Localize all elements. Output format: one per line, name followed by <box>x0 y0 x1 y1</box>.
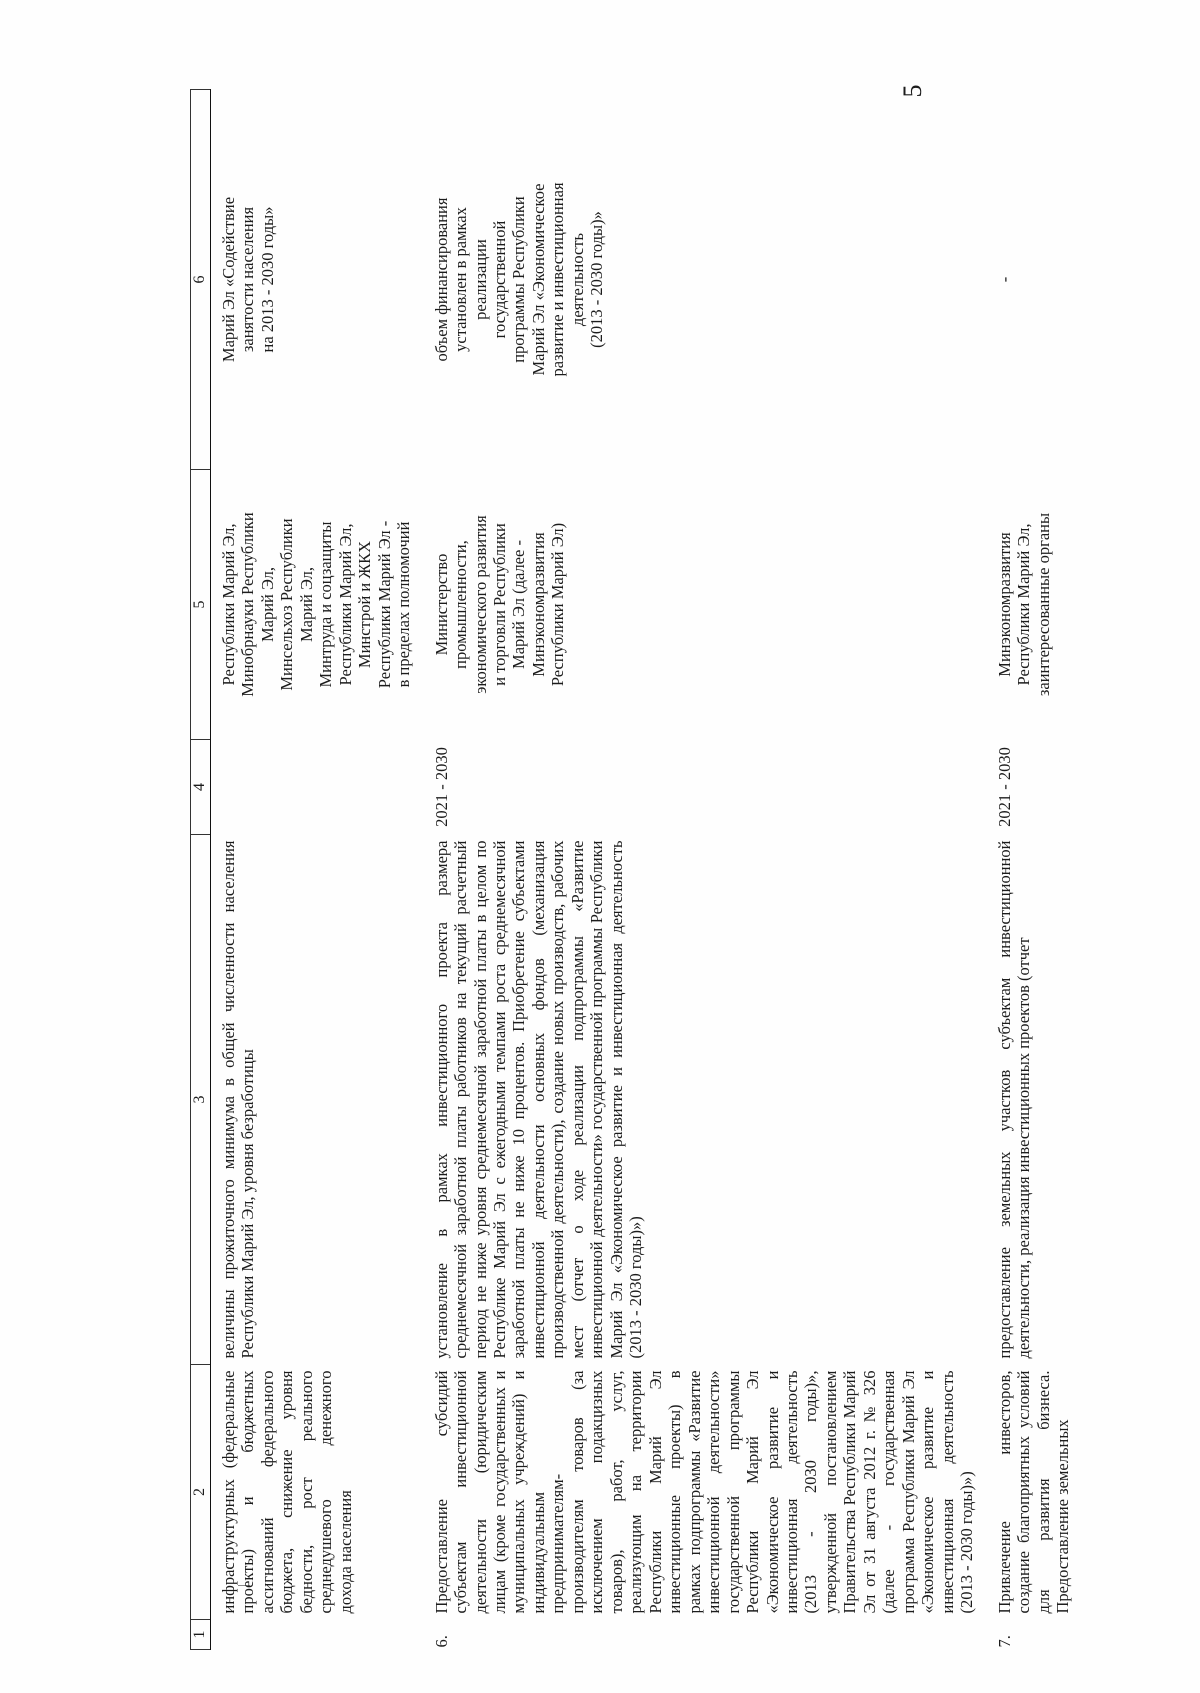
table-header-row <box>191 90 211 1650</box>
executor-line: Республики Марий Эл, <box>1014 523 1034 686</box>
rotated-table-wrapper <box>190 90 1200 1650</box>
executor-line: заинтересованные органы <box>1033 512 1053 697</box>
executor-line: Минэкономразвития <box>994 532 1014 677</box>
executor-line: Минсельхоз Республики <box>277 518 297 691</box>
responsible-executors <box>210 470 423 740</box>
measure-description: инфраструктурных (федеральные проекты) и бюджетных ассигнований федерального бюджета, снижение уровня бедности, рост реального среднедушевого денежного дохода населения <box>218 1370 355 1614</box>
funding-line: объем финансирования <box>431 197 451 362</box>
executor-line: и торговли Республики <box>489 523 509 686</box>
executor-line: Республики Марий Эл) <box>548 522 568 687</box>
executor-line: Минстрой и ЖКХ <box>355 540 375 669</box>
funding-line: занятости населения <box>238 206 258 353</box>
funding-line: Марий Эл «Содействие <box>218 196 238 363</box>
funding-source <box>424 90 987 470</box>
funding-line: на 2013 - 2030 годы» <box>257 206 277 353</box>
table-row <box>210 90 423 1650</box>
responsible-executors <box>987 470 1083 740</box>
executor-line: Министерство <box>431 553 451 656</box>
executor-line: Республики Марий Эл, <box>335 523 355 686</box>
funding-line: (2013 - 2030 годы)» <box>587 211 607 348</box>
column-header-2: 2 <box>191 1365 211 1620</box>
row-number: 6. <box>431 1635 451 1648</box>
executor-line: Минобрнауки Республики <box>238 512 258 697</box>
expected-result: предоставление земельных участков субъектам инвестиционной деятельности, реализация инвестиционных проектов (отчет <box>994 840 1034 1359</box>
funding-line: развитие и инвестиционная <box>548 182 568 377</box>
funding-line: установлен в рамках <box>451 207 471 352</box>
measure-description: Предоставление субсидий субъектам инвестиционной деятельности (юридическим лицам (кроме государственных и муниципальных учреждений) и индивидуальным предпринимателям-производителям товаров (за исключением подакцизных товаров), работ, услуг, реализующим на территории Республики Марий Эл инвестиционные проекты) в рамках подпрограммы «Развитие инвестиционной деятельности» государственной программы Республики Марий Эл «Экономическое развитие и инвестиционная деятельность (2013 - 2030 годы)», утвержденной постановлением Правительства Республики Марий Эл от 31 августа 2012 г. № 326 (далее - государственная программа Республики Марий Эл «Экономическое развитие и инвестиционная деятельность (2013 - 2030 годы)») <box>431 1370 977 1614</box>
funding-source <box>210 90 423 470</box>
row-number: 7. <box>994 1635 1014 1648</box>
executor-line: Минтруда и соцзащиты <box>316 521 336 688</box>
document-table <box>190 89 1083 1650</box>
executor-line: Марий Эл (далее - <box>509 540 529 669</box>
period: 2021 - 2030 <box>431 747 451 827</box>
column-header-3: 3 <box>191 835 211 1365</box>
funding-line: государственной <box>489 220 509 339</box>
column-header-1: 1 <box>191 1620 211 1650</box>
table-row <box>424 90 987 1650</box>
executor-line: Марий Эл, <box>257 566 277 643</box>
expected-result: величины прожиточного минимума в общей численности населения Республики Марий Эл, уровня безработицы <box>218 840 258 1359</box>
executor-line: экономического развития <box>470 515 490 694</box>
funding-line: реализации <box>470 239 490 320</box>
table-row <box>987 90 1083 1650</box>
period: 2021 - 2030 <box>994 747 1014 827</box>
funding-line: деятельность <box>567 232 587 327</box>
responsible-executors <box>424 470 987 740</box>
funding-line: программы Республики <box>509 196 529 363</box>
expected-result: установление в рамках инвестиционного проекта размера среднемесячной заработной платы работников на текущий расчетный период не ниже уровня среднемесячной заработной платы в целом по Республике Марий Эл с ежегодными темпами роста среднемесячной заработной платы не ниже 10 процентов. Приобретение субъектами инвестиционной деятельности основных фондов (механизация производственной деятельности), создание новых производств, рабочих мест (отчет о ходе реализации подпрограммы «Развитие инвестиционной деятельности» государственной программы Республики Марий Эл «Экономическое развитие и инвестиционная деятельность (2013 - 2030 годы)») <box>431 840 646 1359</box>
column-header-6: 6 <box>191 90 211 470</box>
row-number <box>210 1620 423 1650</box>
funding-line: Марий Эл «Экономическое <box>528 183 548 376</box>
executor-line: Республики Марий Эл - <box>374 520 394 689</box>
period <box>210 740 423 835</box>
column-header-5: 5 <box>191 470 211 740</box>
funding-source <box>987 90 1083 470</box>
executor-line: промышленности, <box>451 540 471 669</box>
funding-line: - <box>994 276 1014 283</box>
column-header-4: 4 <box>191 740 211 835</box>
executor-line: в пределах полномочий <box>394 521 414 688</box>
executor-line: Республики Марий Эл, <box>218 523 238 686</box>
measure-description: Привлечение инвесторов, создание благоприятных условий для развития бизнеса. Предоставление земельных <box>994 1370 1073 1614</box>
page-number: 5 <box>898 84 927 98</box>
executor-line: Минэкономразвития <box>528 532 548 677</box>
executor-line: Марий Эл, <box>296 566 316 643</box>
